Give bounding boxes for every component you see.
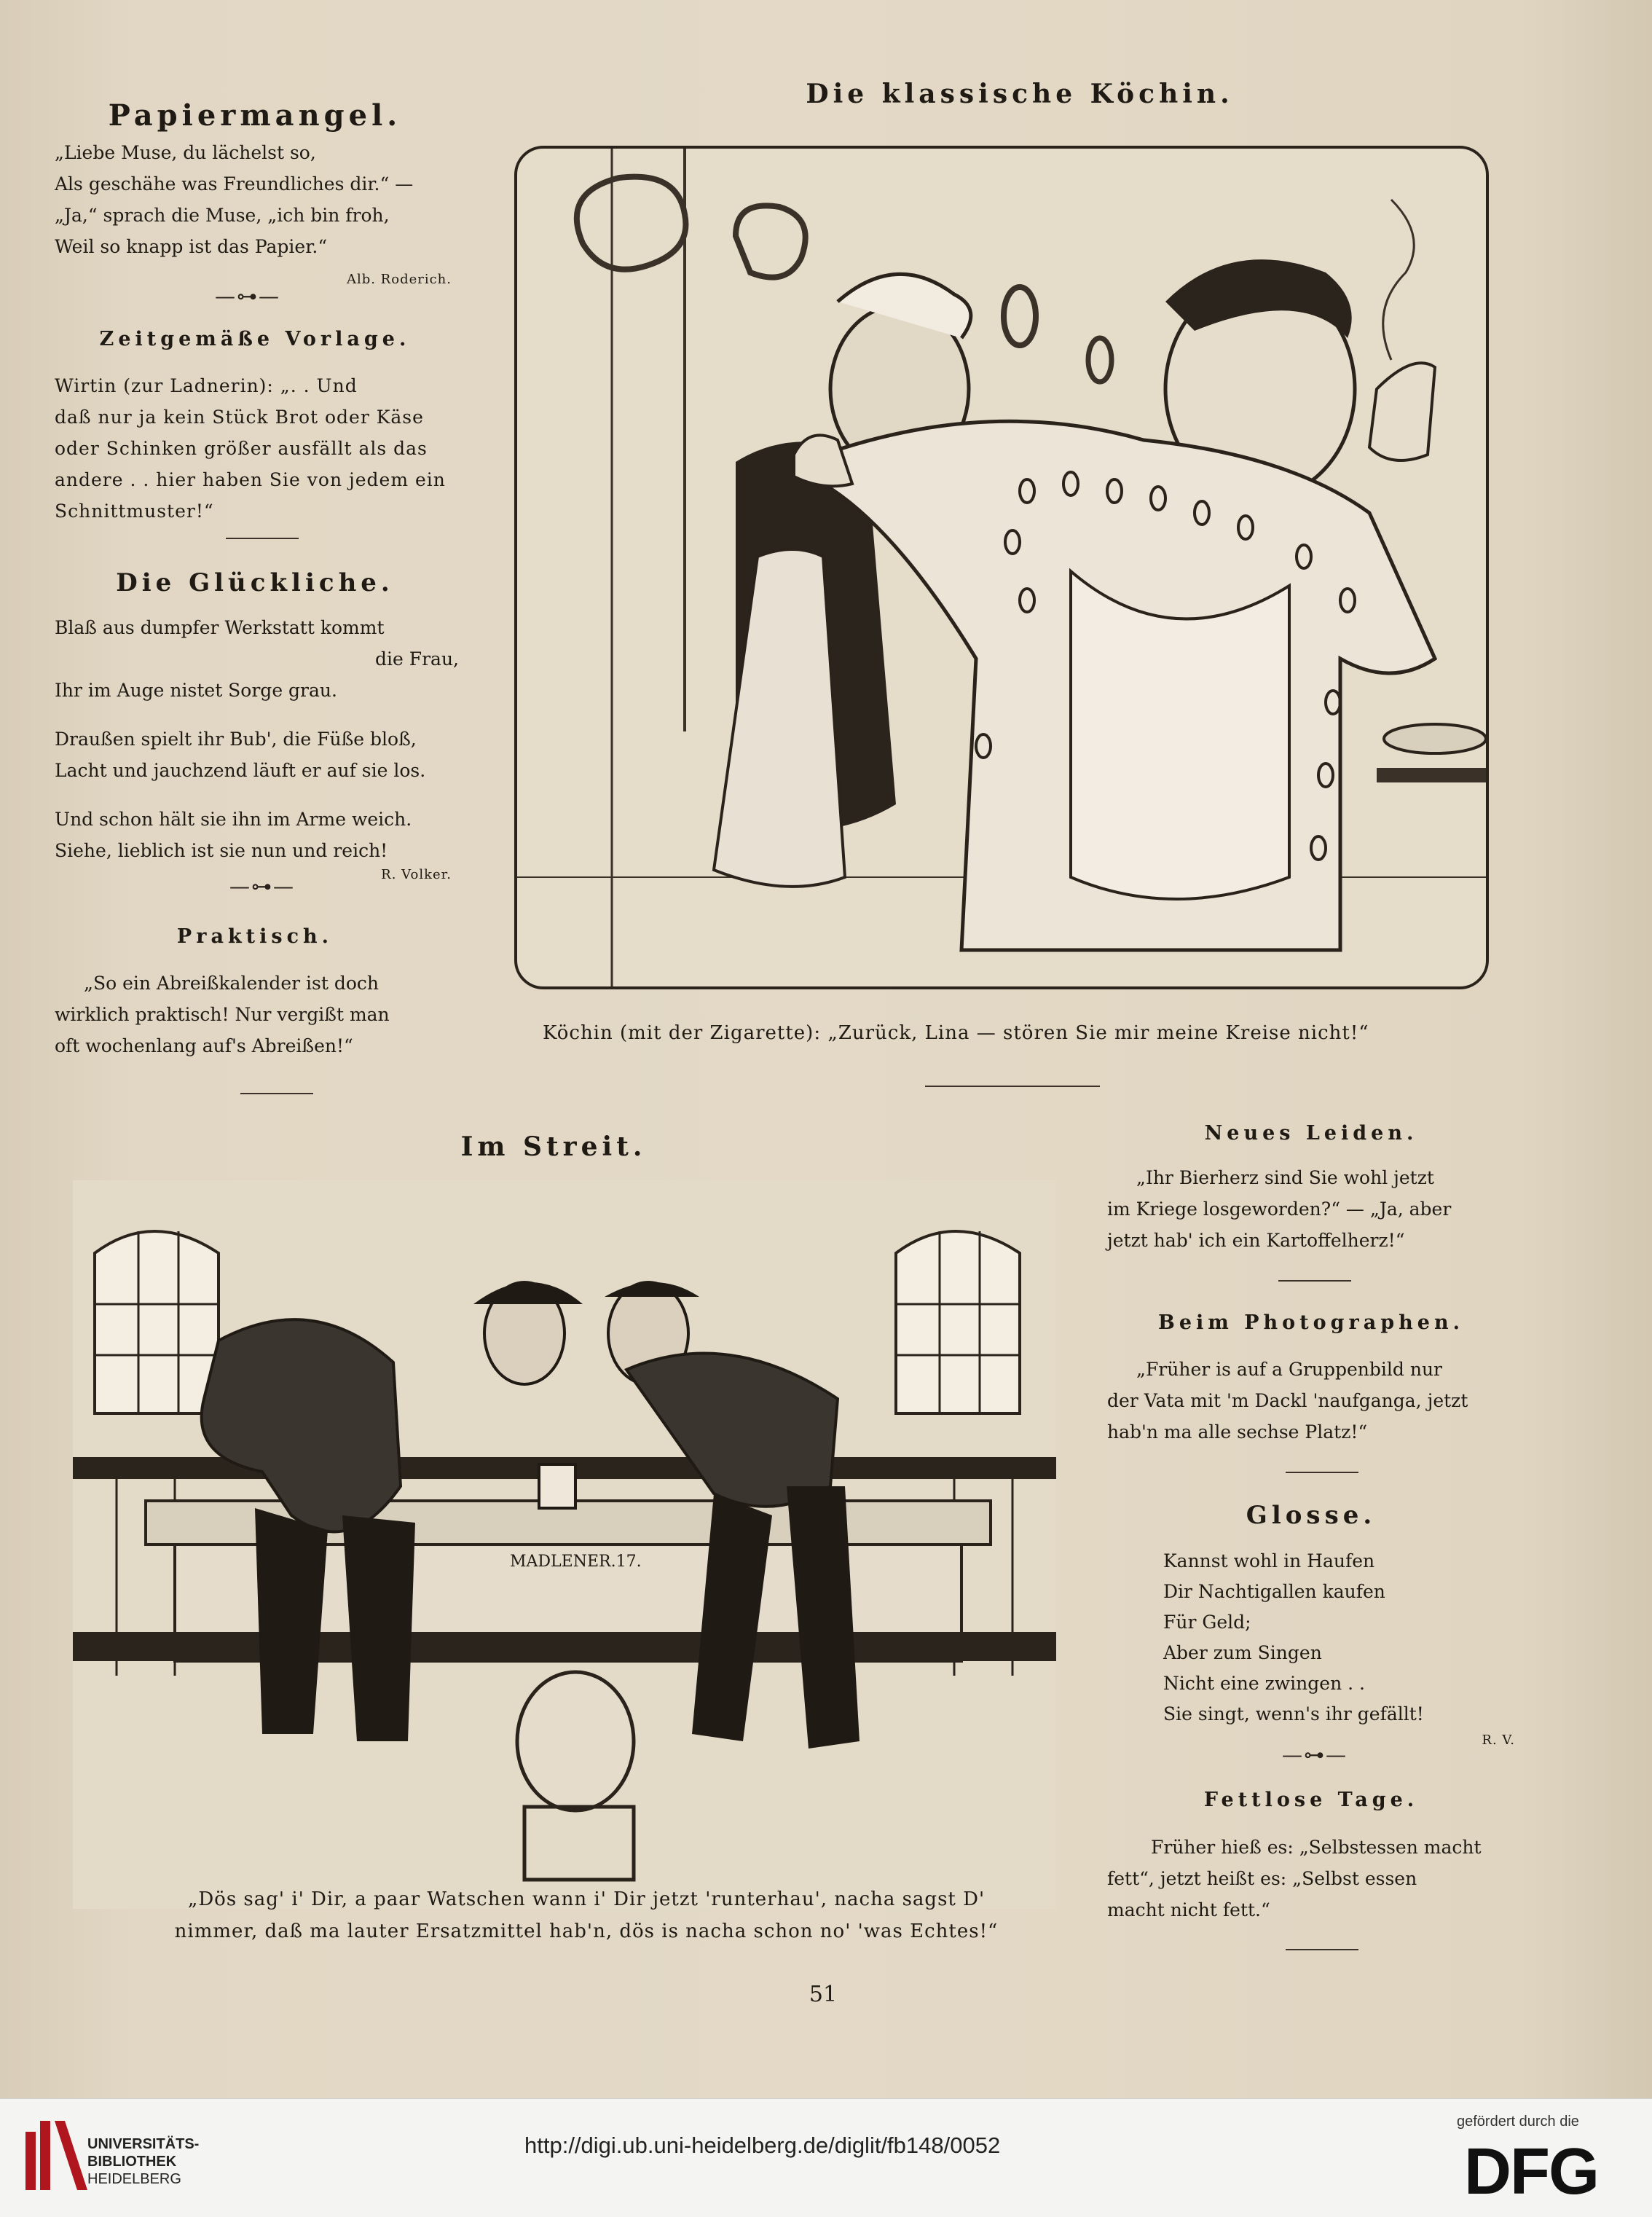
caption-line: nimmer, daß ma lauter Ersatzmittel hab'n, dös is nacha schon no' 'was Echtes!“ bbox=[174, 1920, 999, 1942]
neues-leiden-title: Neues Leiden. bbox=[1204, 1122, 1418, 1145]
koechin-title: Die klassische Köchin. bbox=[806, 79, 1234, 109]
text-line: fett“, jetzt heißt es: „Selbst essen bbox=[1107, 1868, 1417, 1889]
text-line: im Kriege losgeworden?“ — „Ja, aber bbox=[1107, 1198, 1452, 1220]
kitchen-scene-drawing bbox=[517, 149, 1486, 986]
digitization-footer bbox=[0, 2098, 1652, 2217]
text-line: oder Schinken größer ausfällt als das bbox=[55, 438, 428, 459]
text-line: wirklich praktisch! Nur vergißt man bbox=[55, 1004, 390, 1025]
fettlose-text bbox=[1107, 1832, 1530, 1926]
streit-caption bbox=[84, 1883, 1089, 1947]
text-line: daß nur ja kein Stück Brot oder Käse bbox=[55, 407, 424, 428]
koechin-caption: Köchin (mit der Zigarette): „Zurück, Lina — stören Sie mir meine Kreise nicht!“ bbox=[543, 1022, 1369, 1044]
text-line: andere . . hier haben Sie von jedem ein bbox=[55, 469, 446, 490]
praktisch-title: Praktisch. bbox=[176, 925, 334, 948]
glosse-title: Glosse. bbox=[1246, 1501, 1377, 1530]
divider-rule bbox=[240, 1093, 313, 1094]
poem-line: Draußen spielt ihr Bub', die Füße bloß, bbox=[55, 729, 417, 750]
glosse-poem bbox=[1163, 1546, 1527, 1730]
poem-line: Dir Nachtigallen kaufen bbox=[1163, 1581, 1385, 1602]
text-line: der Vata mit 'm Dackl 'naufganga, jetzt bbox=[1107, 1390, 1468, 1411]
text-line: jetzt hab' ich ein Kartoffelherz!“ bbox=[1107, 1230, 1405, 1251]
divider-rule bbox=[1286, 1949, 1358, 1950]
text-line: „Ihr Bierherz sind Sie wohl jetzt bbox=[1136, 1167, 1434, 1188]
poem-line: Für Geld; bbox=[1163, 1612, 1251, 1633]
text-line: „So ein Abreißkalender ist doch bbox=[84, 973, 379, 994]
text-line: Früher hieß es: „Selbstessen macht bbox=[1151, 1837, 1482, 1858]
dfg-logo: DFG bbox=[1464, 2135, 1598, 2208]
tavern-scene-drawing bbox=[73, 1180, 1056, 1909]
photograph-text bbox=[1107, 1354, 1530, 1448]
library-name-line: UNIVERSITÄTS- bbox=[87, 2136, 200, 2152]
poem-line: die Frau, bbox=[375, 648, 459, 670]
poem-line: „Ja,“ sprach die Muse, „ich bin froh, bbox=[55, 205, 390, 226]
poem-line: Blaß aus dumpfer Werkstatt kommt bbox=[55, 617, 385, 638]
library-name bbox=[87, 2135, 199, 2188]
page-number: 51 bbox=[809, 1982, 838, 2007]
streit-title: Im Streit. bbox=[460, 1131, 647, 1162]
library-name-line: HEIDELBERG bbox=[87, 2171, 181, 2187]
poem-line: Ihr im Auge nistet Sorge grau. bbox=[55, 680, 337, 701]
divider-rule bbox=[226, 538, 299, 539]
papiermangel-poem bbox=[55, 137, 463, 262]
poem-line: Und schon hält sie ihn im Arme weich. bbox=[55, 809, 412, 830]
text-line: oft wochenlang auf's Abreißen!“ bbox=[55, 1035, 353, 1056]
praktisch-text bbox=[55, 968, 477, 1062]
vorlage-title: Zeitgemäße Vorlage. bbox=[99, 328, 411, 350]
caption-line: „Dös sag' i' Dir, a paar Watschen wann i' Dir jetzt 'runterhau', nacha sagst D' bbox=[187, 1888, 986, 1910]
koechin-illustration bbox=[514, 146, 1489, 989]
poem-line: Als geschähe was Freundliches dir.“ — bbox=[55, 173, 414, 195]
poem-line: Kannst wohl in Haufen bbox=[1163, 1550, 1375, 1571]
permalink-url[interactable]: http://digi.ub.uni-heidelberg.de/diglit/fb148/0052 bbox=[524, 2132, 1001, 2158]
ornament-divider: —⊶— bbox=[229, 874, 295, 898]
divider-rule bbox=[925, 1086, 1100, 1087]
fettlose-title: Fettlose Tage. bbox=[1203, 1789, 1419, 1811]
glueckliche-poem bbox=[55, 612, 473, 866]
poem-line: Nicht eine zwingen . . bbox=[1163, 1673, 1365, 1694]
artist-signature: MADLENER.17. bbox=[510, 1553, 642, 1571]
poem-line: Siehe, lieblich ist sie nun und reich! bbox=[55, 840, 388, 861]
glueckliche-title: Die Glückliche. bbox=[116, 568, 394, 597]
neues-leiden-text bbox=[1107, 1162, 1530, 1256]
text-line: Schnittmuster!“ bbox=[55, 501, 214, 522]
funding-label: gefördert durch die bbox=[1457, 2114, 1579, 2130]
text-line: Wirtin (zur Ladnerin): „. . Und bbox=[55, 375, 358, 396]
divider-rule bbox=[1286, 1472, 1358, 1473]
streit-illustration bbox=[73, 1180, 1056, 1909]
poem-line: Aber zum Singen bbox=[1163, 1642, 1322, 1663]
glosse-author: R. V. bbox=[1482, 1733, 1515, 1748]
glueckliche-author: R. Volker. bbox=[381, 867, 452, 882]
photograph-title: Beim Photographen. bbox=[1158, 1311, 1464, 1334]
vorlage-text bbox=[55, 370, 466, 527]
library-logo-icon bbox=[18, 2117, 98, 2201]
ornament-divider: —⊶— bbox=[1282, 1743, 1348, 1767]
poem-line: Lacht und jauchzend läuft er auf sie los. bbox=[55, 760, 426, 781]
poem-line: „Liebe Muse, du lächelst so, bbox=[55, 142, 316, 163]
divider-rule bbox=[1278, 1280, 1351, 1282]
poem-line: Weil so knapp ist das Papier.“ bbox=[55, 236, 328, 257]
text-line: macht nicht fett.“ bbox=[1107, 1899, 1270, 1920]
papiermangel-title: Papiermangel. bbox=[108, 98, 402, 133]
text-line: „Früher is auf a Gruppenbild nur bbox=[1136, 1359, 1442, 1380]
poem-line: Sie singt, wenn's ihr gefällt! bbox=[1163, 1703, 1424, 1724]
papiermangel-author: Alb. Roderich. bbox=[346, 272, 452, 287]
ornament-divider: —⊶— bbox=[215, 284, 280, 308]
text-line: hab'n ma alle sechse Platz!“ bbox=[1107, 1421, 1368, 1443]
library-name-line: BIBLIOTHEK bbox=[87, 2154, 177, 2170]
